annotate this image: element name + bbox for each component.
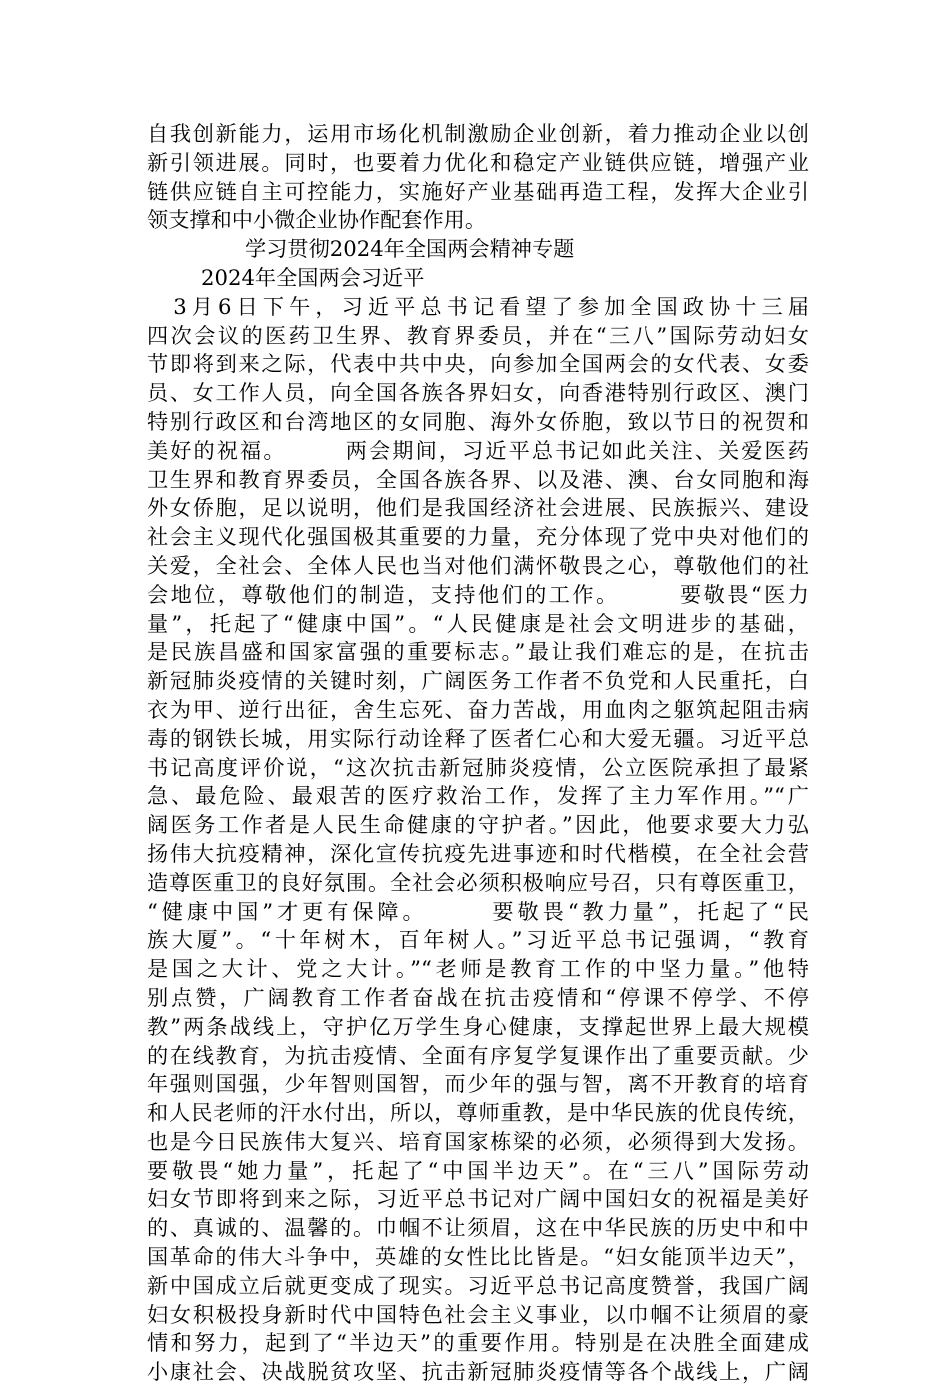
text-line: 年强则国强，少年智则国智，而少年的强与智，离不开教育的培育: [147, 1071, 809, 1097]
text-line: 卫生界和教育界委员，全国各族各界、以及港、澳、台女同胞和海: [147, 466, 809, 492]
text-line: 的、真诚的、温馨的。巾帼不让须眉，这在中华民族的历史中和中: [147, 1215, 809, 1241]
section-subtitle: 2024年全国两会习近平: [201, 264, 425, 290]
text-line: 小康社会、决战脱贫攻坚、抗击新冠肺炎疫情等各个战线上，广阔: [147, 1359, 809, 1385]
text-line: 链供应链自主可控能力，实施好产业基础再造工程，发挥大企业引: [147, 178, 809, 204]
text-line: 新冠肺炎疫情的关键时刻，广阔医务工作者不负党和人民重托，白: [147, 668, 809, 694]
text-line: 量”，托起了“健康中国”。“人民健康是社会文明进步的基础，: [147, 610, 809, 636]
text-line: 妇女积极投身新时代中国特色社会主义事业，以巾帼不让须眉的豪: [147, 1301, 809, 1327]
text-line: “健康中国”才更有保障。 要敬畏“教力量”，托起了“民: [147, 898, 809, 924]
text-line: 衣为甲、逆行出征，舍生忘死、奋力苦战，用血肉之躯筑起阻击病: [147, 696, 809, 722]
text-line: 阔医务工作者是人民生命健康的守护者。”因此，他要求要大力弘: [147, 812, 809, 838]
text-line: 新中国成立后就更变成了现实。习近平总书记高度赞誉，我国广阔: [147, 1272, 809, 1298]
text-line: 妇女节即将到来之际，习近平总书记对广阔中国妇女的祝福是美好: [147, 1186, 809, 1212]
text-line: 别点赞，广阔教育工作者奋战在抗击疫情和“停课不停学、不停: [147, 984, 809, 1010]
text-line: 和人民老师的汗水付出，所以，尊师重教，是中华民族的优良传统，: [147, 1100, 809, 1126]
text-line: 是国之大计、党之大计。”“老师是教育工作的中坚力量。”他特: [147, 956, 809, 982]
text-line: 教”两条战线上，守护亿万学生身心健康，支撑起世界上最大规模: [147, 1013, 809, 1039]
text-line: 造尊医重卫的良好氛围。全社会必须积极响应号召，只有尊医重卫，: [147, 869, 809, 895]
text-line: 自我创新能力，运用市场化机制激励企业创新，着力推动企业以创: [147, 121, 809, 146]
text-line: 书记高度评价说，“这次抗击新冠肺炎疫情，公立医院承担了最紧: [147, 754, 809, 780]
text-line: 是民族昌盛和国家富强的重要标志。”最让我们难忘的是，在抗击: [147, 639, 809, 665]
text-line: 节即将到来之际，代表中共中央，向参加全国两会的女代表、女委: [147, 351, 809, 377]
text-line: 族大厦”。“十年树木，百年树人。”习近平总书记强调，“教育: [147, 927, 809, 953]
text-line: 会地位，尊敬他们的制造，支持他们的工作。 要敬畏“医力: [147, 581, 809, 607]
text-line: 外女侨胞，足以说明，他们是我国经济社会进展、民族振兴、建设: [147, 495, 809, 521]
text-line: 要敬畏“她力量”，托起了“中国半边天”。在“三八”国际劳动: [147, 1157, 809, 1183]
text-line: 的在线教育，为抗击疫情、全面有序复学复课作出了重要贡献。少: [147, 1042, 809, 1068]
document-body: [147, 120, 809, 1387]
text-line: 扬伟大抗疫精神，深化宣传抗疫先进事迹和时代楷模，在全社会营: [147, 840, 809, 866]
text-line: 国革命的伟大斗争中，英雄的女性比比皆是。“妇女能顶半边天”，: [147, 1244, 809, 1270]
text-line: 情和努力，起到了“半边天”的重要作用。特别是在决胜全面建成: [147, 1330, 809, 1356]
text-line: 急、最危险、最艰苦的医疗救治工作，发挥了主力军作用。”“广: [147, 783, 809, 809]
text-line: 特别行政区和台湾地区的女同胞、海外女侨胞，致以节日的祝贺和: [147, 408, 809, 434]
text-line: 领支撑和中小微企业协作配套作用。: [147, 207, 487, 233]
text-line: 新引领进展。同时，也要着力优化和稳定产业链供应链，增强产业: [147, 149, 809, 175]
text-line: 四次会议的医药卫生界、教育界委员，并在“三八”国际劳动妇女: [147, 322, 809, 348]
text-line: 社会主义现代化强国极其重要的力量，充分体现了党中央对他们的: [147, 524, 809, 550]
text-line: 美好的祝福。 两会期间，习近平总书记如此关注、关爱医药: [147, 437, 809, 463]
text-line: 3月6日下午，习近平总书记看望了参加全国政协十三届: [147, 293, 809, 319]
text-line: 关爱，全社会、全体人民也当对他们满怀敬畏之心，尊敬他们的社: [147, 552, 809, 578]
section-title: 学习贯彻2024年全国两会精神专题: [245, 236, 575, 262]
text-line: 毒的钢铁长城，用实际行动诠释了医者仁心和大爱无疆。习近平总: [147, 725, 809, 751]
text-line: 也是今日民族伟大复兴、培育国家栋梁的必须，必须得到大发扬。: [147, 1128, 809, 1154]
text-line: 员、女工作人员，向全国各族各界妇女，向香港特别行政区、澳门: [147, 380, 809, 406]
